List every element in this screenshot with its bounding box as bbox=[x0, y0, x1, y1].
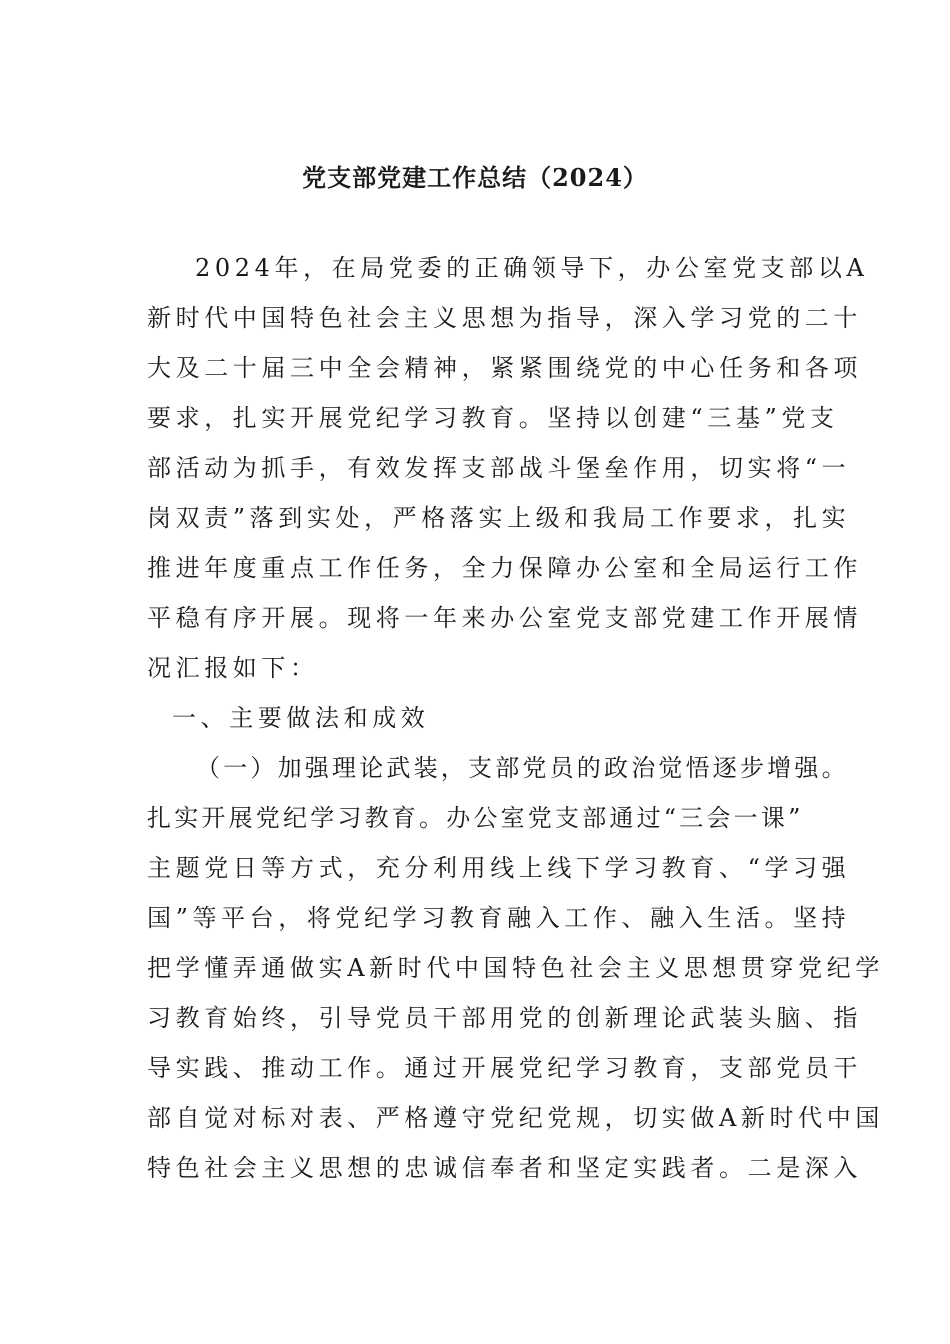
subsection-heading: （一）加强理论武装，支部党员的政治觉悟逐步增强。 bbox=[196, 754, 849, 782]
paragraph-line: 平稳有序开展。现将一年来办公室党支部党建工作开展情 bbox=[147, 604, 862, 632]
paragraph-line: 要求，扎实开展党纪学习教育。坚持以创建“三基”党支 bbox=[147, 404, 839, 432]
paragraph-line: 国”等平台，将党纪学习教育融入工作、融入生活。坚持 bbox=[147, 904, 851, 932]
paragraph-line: 岗双责”落到实处，严格落实上级和我局工作要求，扎实 bbox=[147, 504, 851, 532]
paragraph-line: 推进年度重点工作任务，全力保障办公室和全局运行工作 bbox=[147, 554, 862, 582]
paragraph-line: 扎实开展党纪学习教育。办公室党支部通过“三会一课” bbox=[147, 804, 804, 832]
section-heading: 一、主要做法和成效 bbox=[172, 704, 430, 732]
paragraph-line: 部活动为抓手，有效发挥支部战斗堡垒作用，切实将“一 bbox=[147, 454, 851, 482]
paragraph-line: 特色社会主义思想的忠诚信奉者和坚定实践者。二是深入 bbox=[147, 1154, 862, 1182]
paragraph-line: 大及二十届三中全会精神，紧紧围绕党的中心任务和各项 bbox=[147, 354, 862, 382]
document-title: 党支部党建工作总结（2024） bbox=[302, 163, 648, 192]
paragraph-line: 主题党日等方式，充分利用线上线下学习教育、“学习强 bbox=[147, 854, 851, 882]
paragraph-line: 况汇报如下： bbox=[147, 654, 319, 682]
paragraph-line: 新时代中国特色社会主义思想为指导，深入学习党的二十 bbox=[147, 304, 862, 332]
paragraph-line: 部自觉对标对表、严格遵守党纪党规，切实做A新时代中国 bbox=[147, 1104, 884, 1132]
paragraph-line: 把学懂弄通做实A新时代中国特色社会主义思想贯穿党纪学 bbox=[147, 954, 884, 982]
paragraph-line: 2024年，在局党委的正确领导下，办公室党支部以A bbox=[195, 254, 869, 282]
paragraph-line: 导实践、推动工作。通过开展党纪学习教育，支部党员干 bbox=[147, 1054, 862, 1082]
paragraph-line: 习教育始终，引导党员干部用党的创新理论武装头脑、指 bbox=[147, 1004, 862, 1032]
